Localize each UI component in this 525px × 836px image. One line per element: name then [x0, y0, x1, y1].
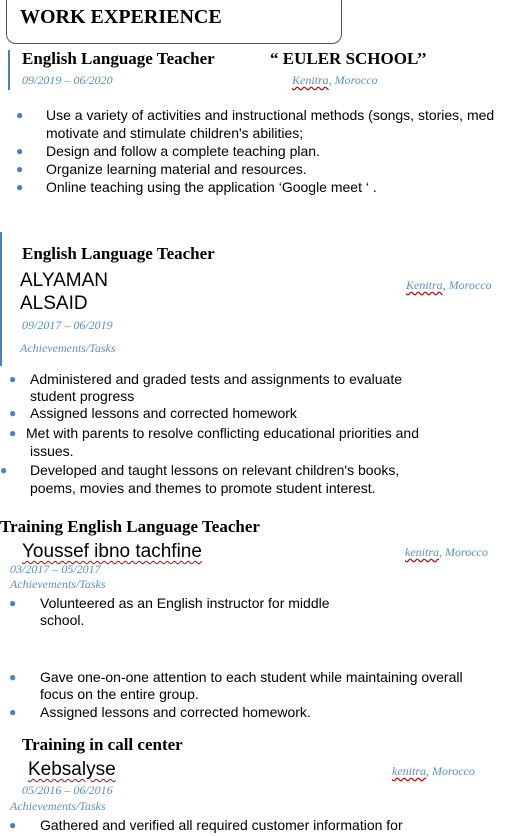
job3-tasks-label: Achievements/Tasks: [10, 577, 106, 591]
accent-bar: [0, 232, 2, 366]
job2-title: English Language Teacher: [22, 244, 215, 263]
job2-bullet-cont: poems, movies and themes to promote student interest.: [30, 480, 376, 496]
job2-employer-line1: ALYAMAN: [20, 270, 108, 291]
job3-bullet: Gave one-on-one attention to each student while maintaining overall: [40, 669, 463, 685]
job1-bullet-cont: motivate and stimulate children's abilities;: [46, 125, 304, 141]
job4-bullet: Gathered and verified all required customer information for: [40, 817, 403, 833]
job2-bullet-cont: student progress: [30, 388, 135, 404]
job2-bullet-cont: issues.: [30, 443, 74, 459]
bullet-icon: ●: [16, 108, 24, 122]
job3-bullet-cont: school.: [40, 612, 85, 628]
bullet-icon: ●: [0, 463, 8, 477]
job2-bullet: Administered and graded tests and assignments to evaluate: [30, 371, 403, 387]
job1-dates: 09/2019 – 06/2020: [22, 73, 113, 87]
job1-bullet: Use a variety of activities and instructional methods (songs, stories, med: [46, 107, 495, 123]
bullet-icon: ●: [16, 180, 24, 194]
bullet-icon: ●: [9, 818, 17, 832]
bullet-icon: ●: [9, 372, 17, 386]
bullet-icon: ●: [9, 406, 17, 420]
job1-location: Kenitra, Morocco: [292, 73, 378, 87]
job2-bullet: Met with parents to resolve conflicting educational priorities and: [26, 425, 419, 441]
job1-bullet: Organize learning material and resources.: [46, 161, 307, 177]
job4-location: kenitra, Morocco: [392, 764, 475, 778]
section-title: WORK EXPERIENCE: [20, 6, 222, 28]
bullet-icon: ●: [16, 144, 24, 158]
job2-bullet: Assigned lessons and corrected homework: [30, 405, 297, 421]
job1-bullet: Online teaching using the application ‘Google meet ‘ .: [46, 179, 377, 195]
job4-tasks-label: Achievements/Tasks: [10, 799, 106, 813]
job3-title: Training English Language Teacher: [0, 517, 260, 536]
job1-employer: “ EULER SCHOOL’’: [270, 49, 427, 68]
job1-title: English Language Teacher: [22, 49, 215, 68]
job4-employer: Kebsalyse: [28, 759, 116, 780]
job4-title: Training in call center: [22, 735, 183, 754]
bullet-icon: ●: [9, 670, 17, 684]
job3-bullet-cont: focus on the entire group.: [40, 686, 199, 702]
job2-dates: 09/2017 – 06/2019: [22, 318, 113, 332]
job3-location: kenitra, Morocco: [405, 545, 488, 559]
bullet-icon: ●: [9, 426, 17, 440]
job2-tasks-label: Achievements/Tasks: [20, 341, 116, 355]
accent-bar: [8, 50, 10, 90]
job2-employer-line2: ALSAID: [20, 293, 88, 314]
job3-bullet: Volunteered as an English instructor for middle: [40, 595, 330, 611]
job3-bullet: Assigned lessons and corrected homework.: [40, 704, 311, 720]
bullet-icon: ●: [9, 596, 17, 610]
job3-employer: Youssef ibno tachfine: [22, 541, 202, 562]
bullet-icon: ●: [9, 705, 17, 719]
job4-dates: 05/2016 – 06/2016: [22, 783, 113, 797]
job2-location: Kenitra, Morocco: [406, 278, 492, 292]
bullet-icon: ●: [16, 162, 24, 176]
job1-bullet: Design and follow a complete teaching plan.: [46, 143, 320, 159]
job3-dates: 03/2017 – 05/2017: [10, 562, 101, 576]
job2-bullet: Developed and taught lessons on relevant children's books,: [30, 462, 400, 478]
